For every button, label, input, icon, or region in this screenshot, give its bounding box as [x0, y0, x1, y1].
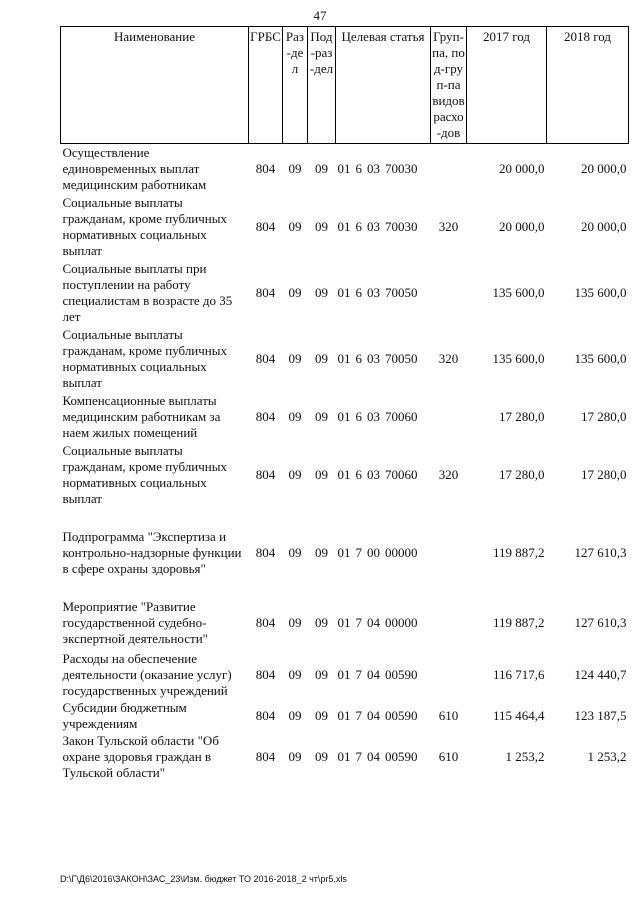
row-grbs: 804 — [255, 218, 276, 234]
row-name: Субсидии бюджетным учреждениям — [62, 699, 187, 731]
target-article-part: 00 — [367, 544, 380, 560]
target-article-part: 6 — [355, 218, 362, 234]
row-expense-type — [431, 520, 467, 586]
row-amount-2017: 119 887,2 — [492, 544, 545, 560]
row-grbs: 804 — [255, 284, 276, 300]
row-name: Осуществление единовременных выплат медицинским работникам — [62, 144, 207, 192]
row-name: Социальные выплаты гражданам, кроме публичных нормативных социальных выплат — [62, 326, 227, 390]
row-amount-2018: 135 600,0 — [574, 284, 627, 300]
target-article-part: 03 — [367, 408, 380, 424]
row-grbs: 804 — [255, 666, 276, 682]
row-amount-2018: 17 280,0 — [581, 466, 627, 482]
target-article-part: 7 — [355, 666, 362, 682]
row-grbs: 804 — [255, 544, 276, 560]
row-podrazdel: 09 — [315, 707, 328, 723]
table-row — [61, 392, 629, 442]
table-row — [61, 732, 629, 782]
row-grbs: 804 — [255, 466, 276, 482]
target-article-part: 00590 — [385, 748, 418, 764]
target-article-part: 00590 — [385, 666, 418, 682]
target-article-part: 6 — [355, 350, 362, 366]
row-amount-2018: 124 440,7 — [574, 666, 627, 682]
row-grbs: 804 — [255, 408, 276, 424]
row-podrazdel: 09 — [315, 614, 328, 630]
table-row — [61, 326, 629, 392]
target-article-part: 03 — [367, 218, 380, 234]
header-2017: 2017 год — [467, 27, 547, 144]
target-article-part: 01 — [337, 218, 351, 234]
row-expense-type — [431, 260, 467, 326]
target-article-part: 7 — [355, 707, 362, 723]
row-target-article — [336, 700, 431, 732]
target-article-part: 6 — [355, 408, 362, 424]
row-grbs: 804 — [255, 614, 276, 630]
budget-table — [60, 26, 629, 782]
row-name: Подпрограмма "Экспертиза и контрольно-надзорные функции в сфере охраны здоровья" — [62, 528, 242, 576]
table-row — [61, 700, 629, 732]
row-expense-type — [431, 596, 467, 650]
row-podrazdel: 09 — [315, 466, 328, 482]
header-target-article: Целевая статья — [336, 27, 431, 144]
row-amount-2017: 119 887,2 — [492, 614, 545, 630]
row-expense-type: 320 — [438, 218, 459, 234]
row-razdel: 09 — [288, 160, 302, 176]
target-article-part: 01 — [337, 666, 351, 682]
target-article-part: 00000 — [385, 544, 418, 560]
target-article-part: 6 — [355, 466, 362, 482]
footer-file-path: D:\Г\Д6\2016\ЗАКОН\ЗАС_23\Изм. бюджет ТО 2016-2018_2 чт\pr5.xls — [60, 874, 347, 884]
row-razdel: 09 — [288, 748, 302, 764]
target-article-part: 04 — [367, 614, 380, 630]
row-razdel: 09 — [288, 466, 302, 482]
row-name: Мероприятие "Развитие государственной судебно-экспертной деятельности" — [62, 598, 208, 646]
target-article-part: 70050 — [385, 350, 418, 366]
row-amount-2017: 20 000,0 — [499, 218, 545, 234]
row-spacer-cell — [61, 586, 629, 596]
target-article-part: 03 — [367, 284, 380, 300]
row-amount-2017: 17 280,0 — [499, 408, 545, 424]
target-article-part: 01 — [337, 544, 351, 560]
row-razdel: 09 — [288, 614, 302, 630]
header-razdel: Раз-дел — [283, 27, 308, 144]
row-grbs: 804 — [255, 160, 276, 176]
row-amount-2018: 20 000,0 — [581, 218, 627, 234]
row-name: Закон Тульской области "Об охране здоровья граждан в Тульской области" — [62, 732, 219, 780]
target-article-part: 04 — [367, 666, 380, 682]
row-amount-2017: 135 600,0 — [492, 350, 545, 366]
row-podrazdel: 09 — [315, 666, 328, 682]
target-article-part: 01 — [337, 160, 351, 176]
target-article-part: 70050 — [385, 284, 418, 300]
row-razdel: 09 — [288, 707, 302, 723]
row-amount-2018: 20 000,0 — [581, 160, 627, 176]
row-razdel: 09 — [288, 544, 302, 560]
row-podrazdel: 09 — [315, 544, 328, 560]
header-expense-type: Груп-па, под-груп-па видов расхо-дов — [431, 27, 467, 144]
target-article-part: 7 — [355, 748, 362, 764]
row-target-article — [336, 194, 431, 260]
row-name: Социальные выплаты гражданам, кроме публичных нормативных социальных выплат — [62, 442, 227, 506]
target-article-part: 6 — [355, 160, 362, 176]
target-article-part: 03 — [367, 466, 380, 482]
table-row — [61, 650, 629, 700]
page-number: 47 — [313, 8, 327, 23]
row-podrazdel: 09 — [315, 350, 328, 366]
table-row — [61, 596, 629, 650]
row-spacer-cell — [61, 508, 629, 520]
row-amount-2018: 127 610,3 — [574, 544, 627, 560]
header-grbs: ГРБС — [249, 27, 283, 144]
row-target-article — [336, 144, 431, 194]
row-target-article — [336, 596, 431, 650]
row-razdel: 09 — [288, 666, 302, 682]
target-article-part: 01 — [337, 284, 351, 300]
row-name: Компенсационные выплаты медицинским работникам за наем жилых помещений — [62, 392, 221, 440]
row-target-article — [336, 442, 431, 508]
row-target-article — [336, 650, 431, 700]
row-grbs: 804 — [255, 350, 276, 366]
target-article-part: 01 — [337, 748, 351, 764]
table-row — [61, 194, 629, 260]
row-razdel: 09 — [288, 284, 302, 300]
target-article-part: 01 — [337, 408, 351, 424]
table-row — [61, 260, 629, 326]
target-article-part: 70030 — [385, 218, 418, 234]
row-podrazdel: 09 — [315, 218, 328, 234]
target-article-part: 6 — [355, 284, 362, 300]
row-expense-type — [431, 144, 467, 194]
target-article-part: 70030 — [385, 160, 418, 176]
row-expense-type: 610 — [438, 748, 459, 764]
row-amount-2017: 135 600,0 — [492, 284, 545, 300]
row-amount-2017: 115 464,4 — [492, 707, 545, 723]
table-row — [61, 442, 629, 508]
target-article-part: 00590 — [385, 707, 418, 723]
row-podrazdel: 09 — [315, 284, 328, 300]
row-amount-2018: 127 610,3 — [574, 614, 627, 630]
row-amount-2017: 20 000,0 — [499, 160, 545, 176]
row-name: Социальные выплаты при поступлении на работу специалистам в возрасте до 35 лет — [62, 260, 233, 324]
target-article-part: 70060 — [385, 408, 418, 424]
table-row — [61, 520, 629, 586]
row-grbs: 804 — [255, 707, 276, 723]
header-2018: 2018 год — [547, 27, 629, 144]
row-target-article — [336, 392, 431, 442]
row-spacer — [61, 586, 629, 596]
row-target-article — [336, 260, 431, 326]
row-amount-2018: 135 600,0 — [574, 350, 627, 366]
target-article-part: 01 — [337, 350, 351, 366]
target-article-part: 7 — [355, 544, 362, 560]
row-target-article — [336, 326, 431, 392]
row-podrazdel: 09 — [315, 748, 328, 764]
row-target-article — [336, 732, 431, 782]
row-expense-type: 610 — [438, 707, 459, 723]
target-article-part: 00000 — [385, 614, 418, 630]
header-podrazdel: Под-раз-дел — [308, 27, 336, 144]
row-expense-type — [431, 392, 467, 442]
target-article-part: 70060 — [385, 466, 418, 482]
row-amount-2017: 1 253,2 — [505, 748, 545, 764]
target-article-part: 03 — [367, 350, 380, 366]
row-amount-2017: 17 280,0 — [499, 466, 545, 482]
target-article-part: 01 — [337, 466, 351, 482]
target-article-part: 04 — [367, 707, 380, 723]
row-expense-type: 320 — [438, 350, 459, 366]
row-spacer — [61, 508, 629, 520]
target-article-part: 01 — [337, 707, 351, 723]
row-expense-type — [431, 650, 467, 700]
row-razdel: 09 — [288, 408, 302, 424]
row-podrazdel: 09 — [315, 408, 328, 424]
table-header-row — [61, 27, 629, 144]
row-grbs: 804 — [255, 748, 276, 764]
row-razdel: 09 — [288, 218, 302, 234]
target-article-part: 04 — [367, 748, 380, 764]
target-article-part: 03 — [367, 160, 380, 176]
row-target-article — [336, 520, 431, 586]
header-name: Наименование — [61, 27, 249, 144]
row-amount-2017: 116 717,6 — [492, 666, 545, 682]
row-amount-2018: 123 187,5 — [574, 707, 627, 723]
row-name: Расходы на обеспечение деятельности (оказание услуг) государственных учреждений — [62, 650, 232, 698]
row-expense-type: 320 — [438, 466, 459, 482]
row-podrazdel: 09 — [315, 160, 328, 176]
row-name: Социальные выплаты гражданам, кроме публичных нормативных социальных выплат — [62, 194, 227, 258]
row-amount-2018: 17 280,0 — [581, 408, 627, 424]
row-amount-2018: 1 253,2 — [587, 748, 627, 764]
row-razdel: 09 — [288, 350, 302, 366]
target-article-part: 01 — [337, 614, 351, 630]
target-article-part: 7 — [355, 614, 362, 630]
table-row — [61, 144, 629, 194]
